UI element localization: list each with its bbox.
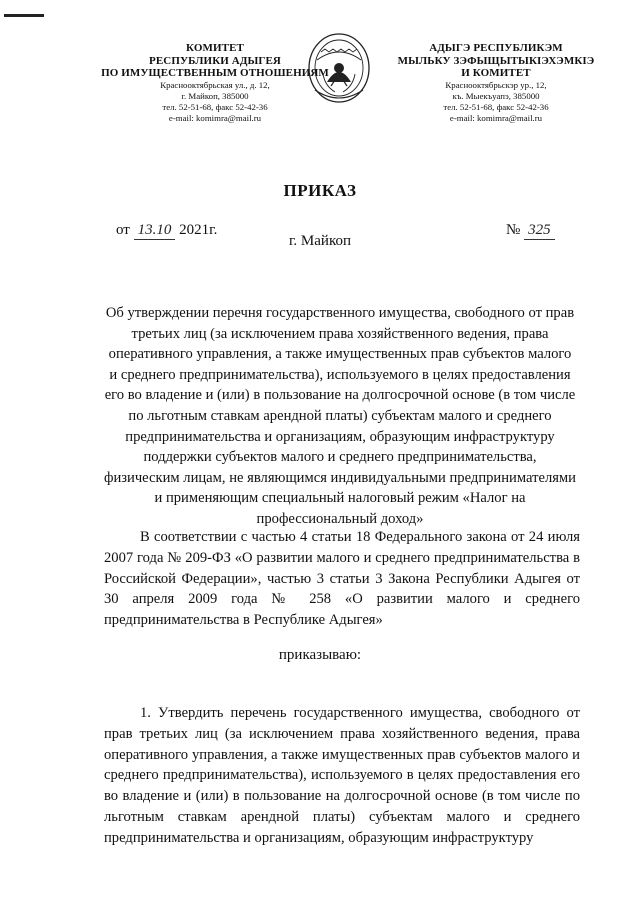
preamble-paragraph: В соответствии с частью 4 статьи 18 Федерального закона от 24 июля 2007 года № 209-ФЗ «О развитии малого и среднего предпринимательства в Российской Федерации», частью 3 статьи 3 Закона Республики Адыгея от 30 апреля 2009 года № 258 «О развитии малого и среднего предпринимательства в Республике Адыгея»: [104, 529, 580, 629]
header-left-line1: КОМИТЕТ: [186, 42, 244, 54]
header-right-line1: АДЫГЭ РЕСПУБЛИКЭМ: [429, 42, 563, 54]
header-right-line2: МЫЛЬКУ ЗЭФЫЩЫТЫКІЭХЭМКІЭ: [397, 54, 595, 67]
header-right-line3: И КОМИТЕТ: [461, 67, 531, 79]
header-right-phones: тел. 52-51-68, факс 52-42-36: [443, 101, 549, 112]
header-left-address2: г. Майкоп, 385000: [181, 90, 249, 101]
item-1-paragraph: 1. Утвердить перечень государственного имущества, свободного от прав третьих лиц (за исключением права хозяйственного ведения, права оперативного управления, а также имущественных прав субъектов малого и среднего предпринимательства), используемого в целях предоставления его во владение и (или) в пользование на долгосрочной основе (в том числе по льготным ставкам арендной платы) субъектам малого и среднего предпринимательства и организациям, образующим инфраструктуру: [104, 705, 580, 846]
header-right-email: e-mail: komimra@mail.ru: [449, 112, 543, 123]
header-left-email: e-mail: komimra@mail.ru: [168, 112, 262, 123]
header-left-phones: тел. 52-51-68, факс 52-42-36: [162, 101, 268, 112]
order-word: приказываю:: [278, 647, 362, 663]
date-prefix: от: [116, 222, 130, 238]
coat-of-arms-icon: [305, 30, 373, 104]
date-suffix: 2021г.: [179, 222, 218, 238]
date-handwritten: 13.10: [134, 222, 176, 240]
header-left: [90, 42, 340, 124]
header-left-address1: Краснооктябрьская ул., д. 12,: [160, 79, 270, 90]
header-left-line3: ПО ИМУЩЕСТВЕННЫМ ОТНОШЕНИЯМ: [101, 67, 329, 79]
number-handwritten: 325: [524, 222, 555, 240]
header-left-line2: РЕСПУБЛИКИ АДЫГЕЯ: [149, 54, 281, 67]
document-title: ПРИКАЗ: [283, 181, 357, 200]
document-city: г. Майкоп: [288, 233, 352, 249]
document-subject: Об утверждении перечня государственного имущества, свободного от прав третьих лиц (за исключением права хозяйственного ведения, права оперативного управления, а также имущественных прав субъектов малого и среднего предпринимательства), используемого в целях предоставления его во владение и (или) в пользование на долгосрочной основе (в том числе по льготным ставкам арендной платы) субъектам малого и среднего предпринимательства и организациям, образующим инфраструктуру поддержки субъектов малого и среднего предпринимательства, физическим лицам, не являющимся индивидуальными предпринимателями и применяющим специальный налоговый режим «Налог на профессиональный доход»: [104, 305, 576, 527]
header-right: [386, 42, 606, 124]
scan-mark: [4, 14, 44, 17]
header-right-address1: Краснооктябрьскэр ур., 12,: [445, 79, 547, 90]
number-prefix: №: [506, 222, 521, 238]
header-right-address2: къ. Мыекъуапэ, 385000: [452, 90, 540, 101]
